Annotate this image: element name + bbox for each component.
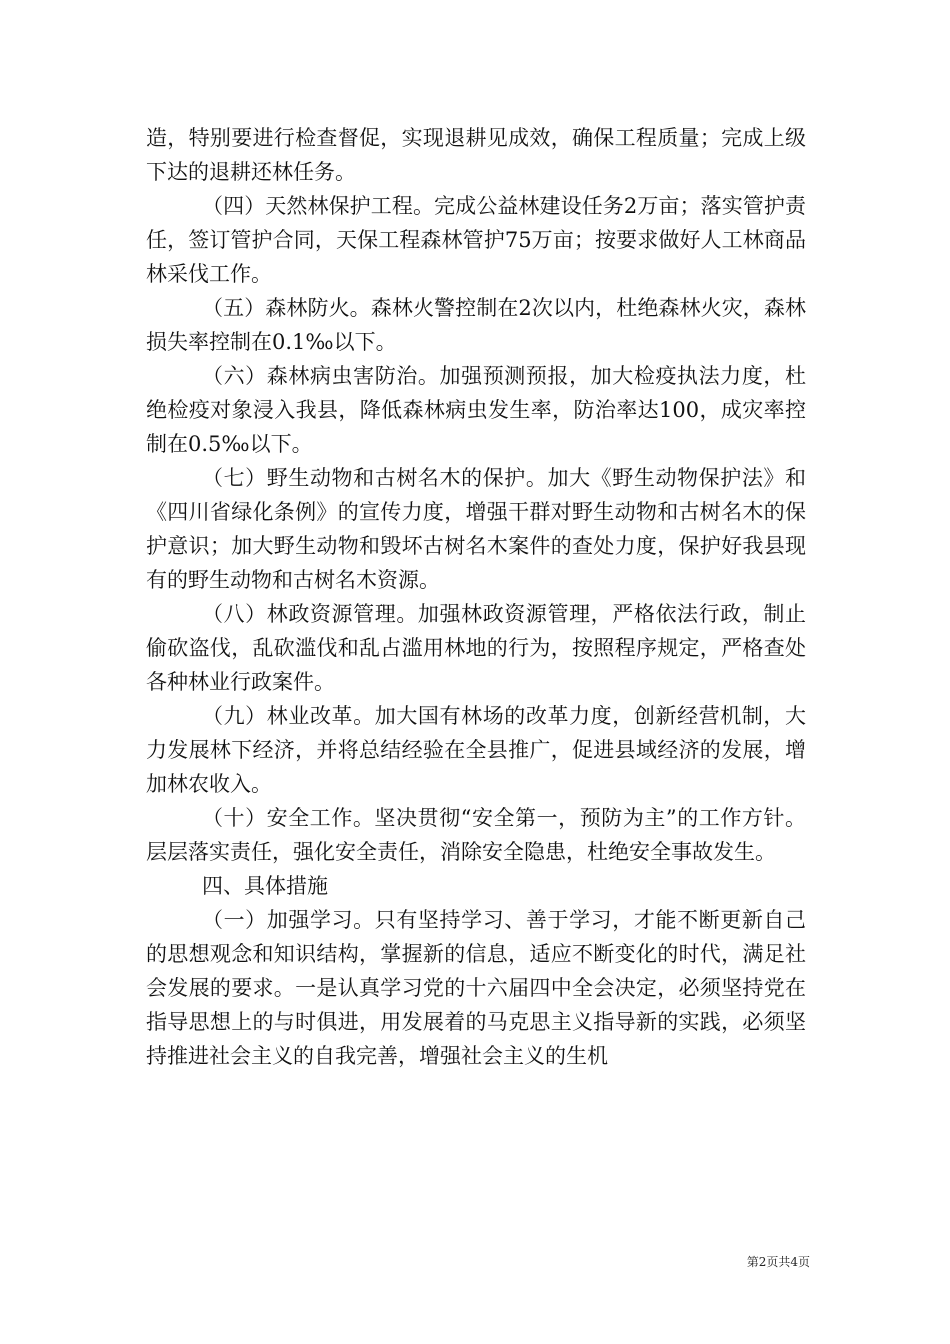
paragraph-wildlife-protection: （七）野生动物和古树名木的保护。加大《野生动物保护法》和《四川省绿化条例》的宣传力度，增强干群对野生动物和古树名木的保护意识；加大野生动物和毁坏古树名木案件的查处力度，保护好我县现有的野生动物和古树名木资源。 bbox=[146, 466, 806, 592]
paragraph-forest-resource-management: （八）林政资源管理。加强林政资源管理，严格依法行政，制止偷砍盗伐，乱砍滥伐和乱占滥用林地的行为，按照程序规定，严格查处各种林业行政案件。 bbox=[146, 602, 806, 694]
page-number: 第2页共4页 bbox=[746, 1255, 810, 1269]
section-heading-measures: 四、具体措施 bbox=[202, 874, 328, 898]
paragraph-forestry-reform: （九）林业改革。加大国有林场的改革力度，创新经营机制，大力发展林下经济，并将总结经验在全县推广，促进县域经济的发展，增加林农收入。 bbox=[146, 704, 806, 796]
paragraph-forest-fire-prevention: （五）森林防火。森林火警控制在2次以内，杜绝森林火灾，森林损失率控制在0.1‰以下。 bbox=[146, 296, 806, 354]
paragraph-continuation: 造，特别要进行检查督促，实现退耕见成效，确保工程质量；完成上级下达的退耕还林任务。 bbox=[146, 126, 806, 184]
paragraph-pest-control: （六）森林病虫害防治。加强预测预报，加大检疫执法力度，杜绝检疫对象浸入我县，降低森林病虫发生率，防治率达100，成灾率控制在0.5‰以下。 bbox=[146, 364, 806, 456]
paragraph-natural-forest-protection: （四）天然林保护工程。完成公益林建设任务2万亩；落实管护责任，签订管护合同，天保工程森林管护75万亩；按要求做好人工林商品林采伐工作。 bbox=[146, 194, 806, 286]
paragraph-safety-work: （十）安全工作。坚决贯彻“安全第一，预防为主”的工作方针。层层落实责任，强化安全责任，消除安全隐患，杜绝安全事故发生。 bbox=[146, 806, 806, 864]
paragraph-strengthen-learning: （一）加强学习。只有坚持学习、善于学习，才能不断更新自己的思想观念和知识结构，掌握新的信息，适应不断变化的时代，满足社会发展的要求。一是认真学习党的十六届四中全会决定，必须坚持党在指导思想上的与时俱进，用发展着的马克思主义指导新的实践，必须坚持推进社会主义的自我完善，增强社会主义的生机 bbox=[146, 908, 806, 1068]
document-body bbox=[146, 121, 806, 1073]
